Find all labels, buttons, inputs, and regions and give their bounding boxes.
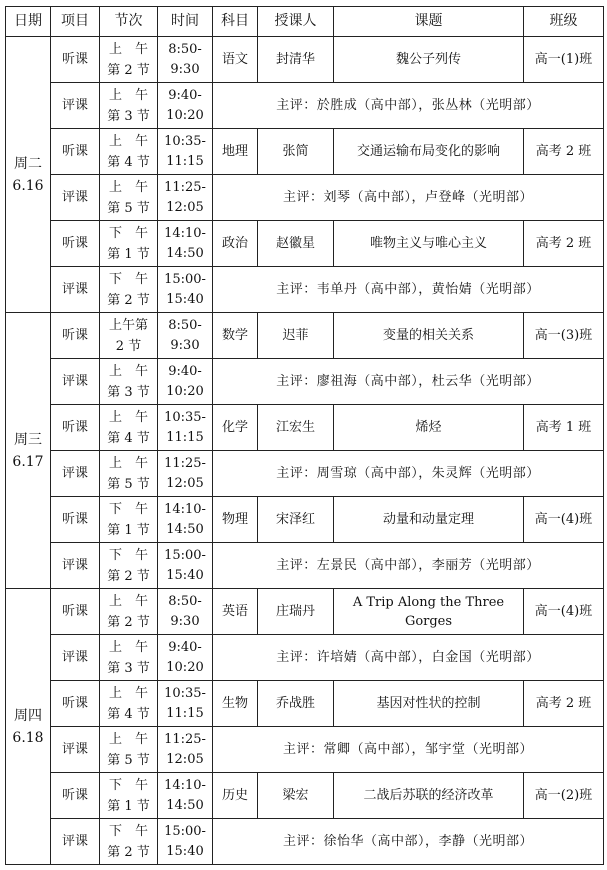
time-cell-line: 10:20	[166, 383, 204, 399]
session-cell	[100, 451, 158, 497]
teacher-cell: 庄瑞丹	[258, 589, 334, 635]
session-cell-line: 第 5 节	[107, 200, 150, 216]
time-cell	[158, 405, 213, 451]
session-cell-line: 第 2 节	[107, 614, 150, 630]
teacher-cell: 梁宏	[258, 773, 334, 819]
time-cell-line: 14:10-	[164, 501, 206, 517]
header-session: 节次	[100, 7, 158, 37]
review-cell: 主评：刘琴（高中部），卢登峰（光明部）	[213, 175, 604, 221]
table-row	[6, 37, 604, 83]
session-cell-line: 下 午	[108, 225, 148, 241]
weekday-label: 周二	[14, 155, 42, 172]
time-cell-line: 8:50-	[168, 317, 202, 333]
subject-cell: 语文	[213, 37, 258, 83]
time-cell	[158, 313, 213, 359]
time-cell-line: 15:00-	[164, 823, 206, 839]
item-cell: 听课	[51, 589, 100, 635]
class-cell: 高考 2 班	[524, 681, 604, 727]
time-cell	[158, 773, 213, 819]
time-cell	[158, 635, 213, 681]
time-cell-line: 15:40	[166, 567, 204, 583]
time-cell-line: 10:20	[166, 659, 204, 675]
item-cell: 听课	[51, 129, 100, 175]
time-cell-line: 9:40-	[168, 87, 202, 103]
time-cell	[158, 129, 213, 175]
class-cell: 高一(4)班	[524, 589, 604, 635]
session-cell	[100, 83, 158, 129]
session-cell-line: 上 午	[108, 363, 148, 379]
header-date: 日期	[6, 7, 51, 37]
session-cell	[100, 405, 158, 451]
class-cell: 高一(4)班	[524, 497, 604, 543]
session-cell-line: 第 2 节	[107, 292, 150, 308]
item-cell: 评课	[51, 727, 100, 773]
session-cell-line: 第 2 节	[107, 568, 150, 584]
item-cell: 听课	[51, 313, 100, 359]
session-cell-line: 第 3 节	[107, 660, 150, 676]
session-cell-line: 第 5 节	[107, 476, 150, 492]
review-cell: 主评：廖祖海（高中部），杜云华（光明部）	[213, 359, 604, 405]
session-cell-line: 第 4 节	[107, 706, 150, 722]
review-cell: 主评：常卿（高中部），邹宇堂（光明部）	[213, 727, 604, 773]
table-row	[6, 129, 604, 175]
time-cell-line: 9:40-	[168, 639, 202, 655]
teacher-cell: 宋泽红	[258, 497, 334, 543]
header-teacher: 授课人	[258, 7, 334, 37]
session-cell	[100, 129, 158, 175]
table-row	[6, 175, 604, 221]
item-cell: 评课	[51, 83, 100, 129]
header-class: 班级	[524, 7, 604, 37]
session-cell	[100, 819, 158, 865]
session-cell	[100, 681, 158, 727]
review-cell: 主评：於胜成（高中部），张丛林（光明部）	[213, 83, 604, 129]
time-cell-line: 8:50-	[168, 593, 202, 609]
session-cell-line: 上 午	[108, 179, 148, 195]
time-cell-line: 9:40-	[168, 363, 202, 379]
header-topic: 课题	[334, 7, 524, 37]
time-cell	[158, 267, 213, 313]
class-cell: 高一(1)班	[524, 37, 604, 83]
session-cell-line: 下 午	[108, 777, 148, 793]
time-cell-line: 9:30	[170, 337, 200, 353]
weekday-label: 周三	[14, 431, 42, 448]
table-row	[6, 451, 604, 497]
teacher-cell: 乔战胜	[258, 681, 334, 727]
class-cell: 高考 1 班	[524, 405, 604, 451]
time-cell-line: 11:15	[166, 705, 204, 721]
time-cell-line: 11:15	[166, 429, 204, 445]
item-cell: 听课	[51, 221, 100, 267]
item-cell: 听课	[51, 497, 100, 543]
session-cell	[100, 543, 158, 589]
date-label: 6.16	[12, 177, 44, 194]
session-cell	[100, 727, 158, 773]
session-cell-line: 第 2 节	[107, 844, 150, 860]
subject-cell: 历史	[213, 773, 258, 819]
subject-cell: 英语	[213, 589, 258, 635]
teacher-cell: 迟菲	[258, 313, 334, 359]
schedule-table	[5, 6, 604, 865]
time-cell-line: 15:40	[166, 291, 204, 307]
review-cell: 主评：韦单丹（高中部），黄怡婧（光明部）	[213, 267, 604, 313]
time-cell-line: 10:35-	[164, 409, 206, 425]
time-cell	[158, 497, 213, 543]
time-cell-line: 14:10-	[164, 225, 206, 241]
time-cell	[158, 819, 213, 865]
session-cell	[100, 359, 158, 405]
time-cell	[158, 681, 213, 727]
time-cell-line: 12:05	[166, 475, 204, 491]
session-cell-line: 第 1 节	[107, 246, 150, 262]
session-cell-line: 上 午	[108, 685, 148, 701]
session-cell	[100, 313, 158, 359]
session-cell-line: 第 3 节	[107, 384, 150, 400]
table-row	[6, 405, 604, 451]
review-cell: 主评：左景民（高中部），李丽芳（光明部）	[213, 543, 604, 589]
table-row	[6, 727, 604, 773]
topic-cell: 交通运输布局变化的影响	[334, 129, 524, 175]
time-cell-line: 11:15	[166, 153, 204, 169]
table-row	[6, 313, 604, 359]
topic-cell: 二战后苏联的经济改革	[334, 773, 524, 819]
item-cell: 评课	[51, 267, 100, 313]
time-cell-line: 14:50	[166, 797, 204, 813]
session-cell-line: 第 3 节	[107, 108, 150, 124]
item-cell: 听课	[51, 37, 100, 83]
teacher-cell: 江宏生	[258, 405, 334, 451]
session-cell-line: 上 午	[108, 41, 148, 57]
session-cell	[100, 175, 158, 221]
time-cell	[158, 37, 213, 83]
header-subject: 科目	[213, 7, 258, 37]
session-cell-line: 上午第	[108, 317, 148, 333]
time-cell-line: 12:05	[166, 751, 204, 767]
review-cell: 主评：徐怡华（高中部），李静（光明部）	[213, 819, 604, 865]
item-cell: 评课	[51, 543, 100, 589]
subject-cell: 物理	[213, 497, 258, 543]
time-cell-line: 15:00-	[164, 271, 206, 287]
table-row	[6, 819, 604, 865]
time-cell-line: 15:40	[166, 843, 204, 859]
teacher-cell: 张简	[258, 129, 334, 175]
time-cell-line: 14:50	[166, 521, 204, 537]
time-cell-line: 11:25-	[164, 731, 206, 747]
subject-cell: 数学	[213, 313, 258, 359]
table-row	[6, 773, 604, 819]
item-cell: 评课	[51, 175, 100, 221]
header-item: 项目	[51, 7, 100, 37]
class-cell: 高一(3)班	[524, 313, 604, 359]
item-cell: 评课	[51, 451, 100, 497]
time-cell-line: 9:30	[170, 613, 200, 629]
topic-cell: 唯物主义与唯心主义	[334, 221, 524, 267]
class-cell: 高考 2 班	[524, 221, 604, 267]
session-cell-line: 第 2 节	[107, 62, 150, 78]
session-cell-line: 上 午	[108, 639, 148, 655]
session-cell-line: 第 4 节	[107, 154, 150, 170]
session-cell	[100, 589, 158, 635]
session-cell	[100, 267, 158, 313]
teacher-cell: 赵徽星	[258, 221, 334, 267]
subject-cell: 政治	[213, 221, 258, 267]
time-cell	[158, 83, 213, 129]
item-cell: 评课	[51, 635, 100, 681]
header-row	[6, 7, 604, 37]
item-cell: 听课	[51, 681, 100, 727]
topic-cell: 基因对性状的控制	[334, 681, 524, 727]
table-row	[6, 681, 604, 727]
time-cell-line: 14:10-	[164, 777, 206, 793]
topic-cell: 魏公子列传	[334, 37, 524, 83]
time-cell	[158, 359, 213, 405]
session-cell-line: 第 4 节	[107, 430, 150, 446]
session-cell-line: 第 1 节	[107, 798, 150, 814]
time-cell-line: 10:35-	[164, 133, 206, 149]
table-row	[6, 267, 604, 313]
time-cell	[158, 221, 213, 267]
date-label: 6.18	[12, 729, 44, 746]
time-cell-line: 10:20	[166, 107, 204, 123]
item-cell: 评课	[51, 359, 100, 405]
date-cell	[6, 589, 51, 865]
weekday-label: 周四	[14, 707, 42, 724]
subject-cell: 化学	[213, 405, 258, 451]
table-row	[6, 221, 604, 267]
time-cell	[158, 451, 213, 497]
session-cell-line: 下 午	[108, 271, 148, 287]
session-cell-line: 上 午	[108, 409, 148, 425]
session-cell	[100, 37, 158, 83]
table-row	[6, 359, 604, 405]
time-cell	[158, 727, 213, 773]
time-cell	[158, 543, 213, 589]
time-cell-line: 12:05	[166, 199, 204, 215]
table-row	[6, 635, 604, 681]
review-cell: 主评：许培婧（高中部），白金国（光明部）	[213, 635, 604, 681]
subject-cell: 地理	[213, 129, 258, 175]
session-cell-line: 下 午	[108, 823, 148, 839]
time-cell	[158, 175, 213, 221]
session-cell-line: 第 1 节	[107, 522, 150, 538]
table-row	[6, 497, 604, 543]
subject-cell: 生物	[213, 681, 258, 727]
session-cell-line: 下 午	[108, 547, 148, 563]
topic-cell: 烯烃	[334, 405, 524, 451]
table-row	[6, 543, 604, 589]
session-cell	[100, 497, 158, 543]
time-cell-line: 11:25-	[164, 179, 206, 195]
session-cell	[100, 221, 158, 267]
session-cell-line: 下 午	[108, 501, 148, 517]
item-cell: 评课	[51, 819, 100, 865]
time-cell-line: 9:30	[170, 61, 200, 77]
table-row	[6, 589, 604, 635]
class-cell: 高一(2)班	[524, 773, 604, 819]
class-cell: 高考 2 班	[524, 129, 604, 175]
session-cell-line: 上 午	[108, 593, 148, 609]
header-time: 时间	[158, 7, 213, 37]
date-label: 6.17	[12, 453, 44, 470]
time-cell-line: 14:50	[166, 245, 204, 261]
topic-cell: A Trip Along the Three Gorges	[334, 589, 524, 635]
session-cell-line: 上 午	[108, 731, 148, 747]
date-cell	[6, 313, 51, 589]
topic-cell: 动量和动量定理	[334, 497, 524, 543]
session-cell	[100, 635, 158, 681]
session-cell-line: 第 5 节	[107, 752, 150, 768]
session-cell-line: 2 节	[115, 338, 142, 354]
item-cell: 听课	[51, 773, 100, 819]
teacher-cell: 封清华	[258, 37, 334, 83]
time-cell-line: 11:25-	[164, 455, 206, 471]
time-cell-line: 8:50-	[168, 41, 202, 57]
time-cell-line: 10:35-	[164, 685, 206, 701]
date-cell	[6, 37, 51, 313]
item-cell: 听课	[51, 405, 100, 451]
session-cell-line: 上 午	[108, 87, 148, 103]
topic-cell: 变量的相关关系	[334, 313, 524, 359]
session-cell-line: 上 午	[108, 455, 148, 471]
session-cell	[100, 773, 158, 819]
review-cell: 主评：周雪琼（高中部），朱灵辉（光明部）	[213, 451, 604, 497]
table-row	[6, 83, 604, 129]
session-cell-line: 上 午	[108, 133, 148, 149]
schedule-body	[6, 37, 604, 865]
time-cell-line: 15:00-	[164, 547, 206, 563]
time-cell	[158, 589, 213, 635]
